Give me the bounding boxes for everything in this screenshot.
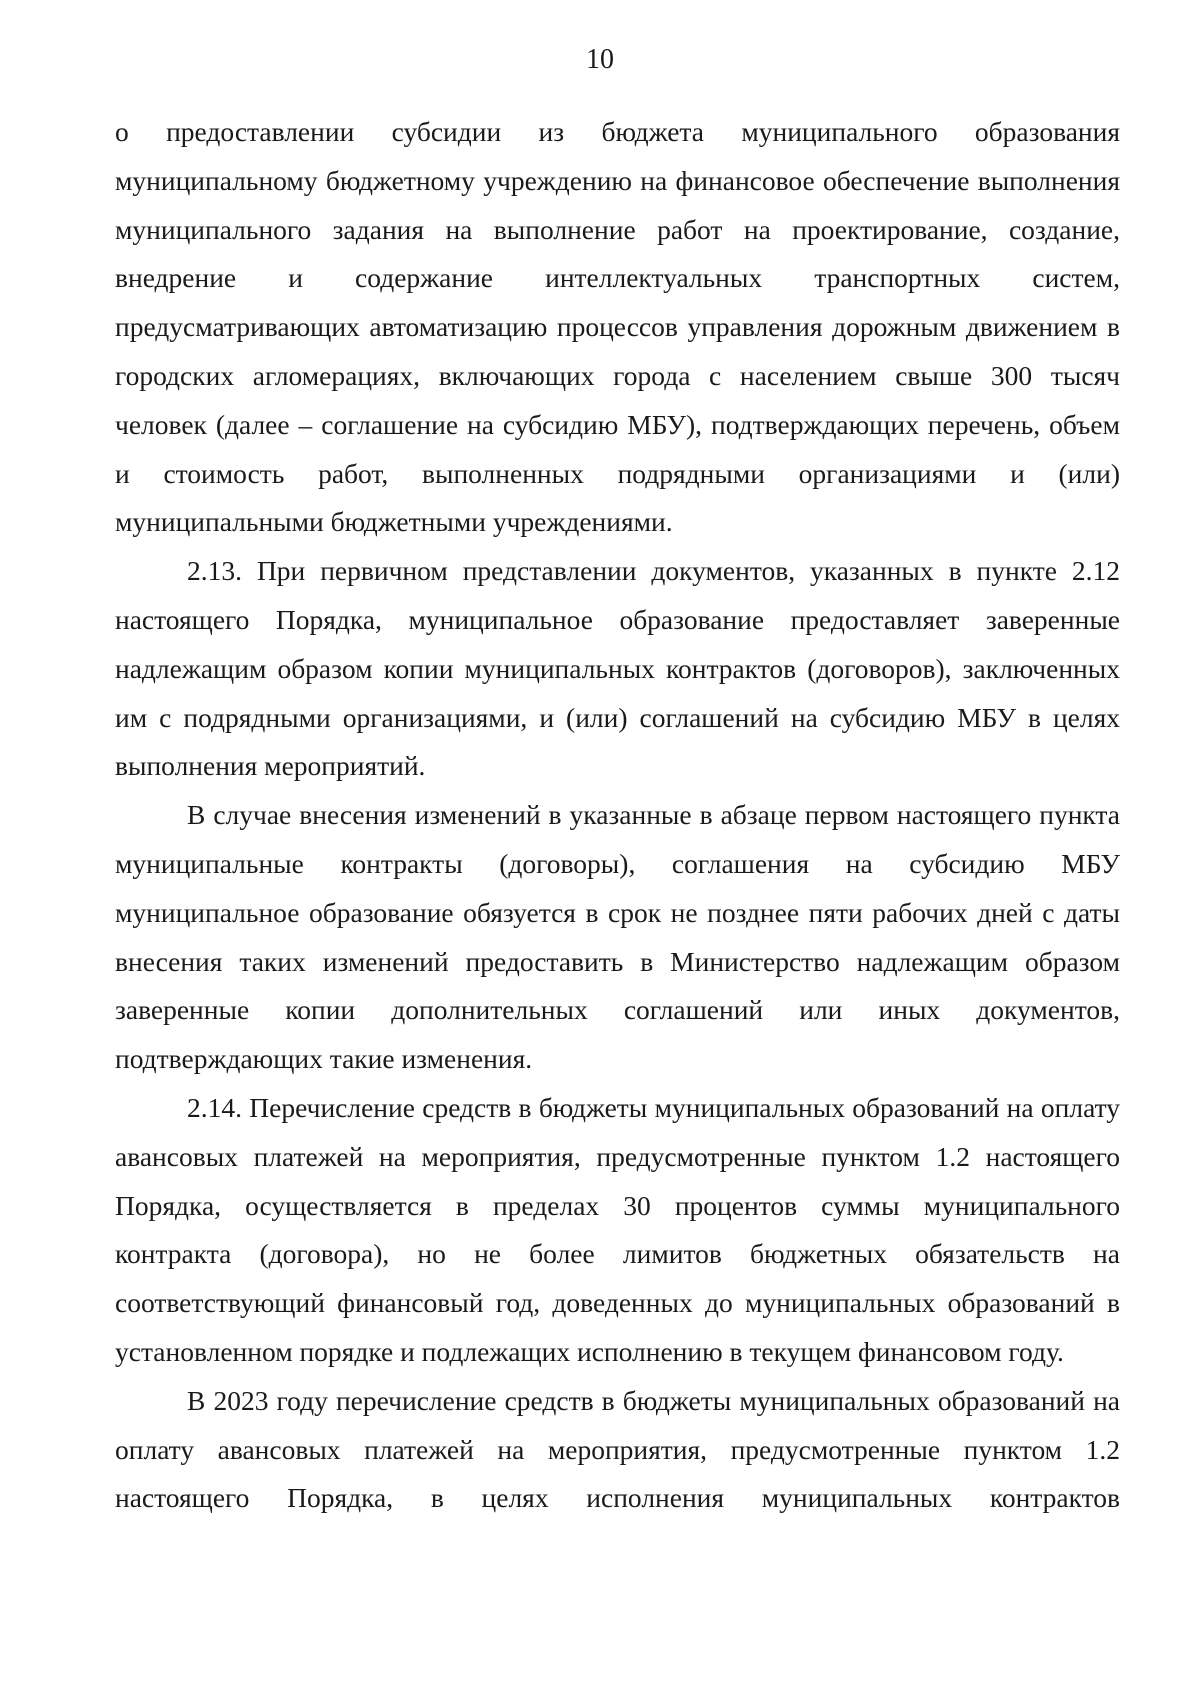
document-body bbox=[115, 108, 1120, 1523]
paragraph-2-14: 2.14. Перечисление средств в бюджеты муниципальных образований на оплату авансовых платежей на мероприятия, предусмотренные пунктом 1.2 настоящего Порядка, осуществляется в пределах 30 процентов суммы муниципального контракта (договора), но не более лимитов бюджетных обязательств на соответствующий финансовый год, доведенных до муниципальных образований в установленном порядке и подлежащих исполнению в текущем финансовом году. bbox=[115, 1091, 1120, 1367]
paragraph-changes: В случае внесения изменений в указанные в абзаце первом настоящего пункта муниципальные контракты (договоры), соглашения на субсидию МБУ муниципальное образование обязуется в срок не позднее пяти рабочих дней с даты внесения таких изменений предоставить в Министерство надлежащим образом заверенные копии дополнительных соглашений или иных документов, подтверждающих такие изменения. bbox=[115, 799, 1120, 1075]
paragraph-continuation: о предоставлении субсидии из бюджета муниципального образования муниципальному бюджетному учреждению на финансовое обеспечение выполнения муниципального задания на выполнение работ на проектирование, создание, внедрение и содержание интеллектуальных транспортных систем, предусматривающих автоматизацию процессов управления дорожным движением в городских агломерациях, включающих города с населением свыше 300 тысяч человек (далее – соглашение на субсидию МБУ), подтверждающих перечень, объем и стоимость работ, выполненных подрядными организациями и (или) муниципальными бюджетными учреждениями. bbox=[115, 116, 1120, 538]
paragraph-2023: В 2023 году перечисление средств в бюджеты муниципальных образований на оплату авансовых платежей на мероприятия, предусмотренные пунктом 1.2 настоящего Порядка, в целях исполнения муниципальных контрактов bbox=[115, 1384, 1120, 1514]
paragraph-2-13: 2.13. При первичном представлении документов, указанных в пункте 2.12 настоящего Порядка, муниципальное образование предоставляет заверенные надлежащим образом копии муниципальных контрактов (договоров), заключенных им с подрядными организациями, и (или) соглашений на субсидию МБУ в целях выполнения мероприятий. bbox=[115, 555, 1120, 782]
page-number: 10 bbox=[586, 44, 614, 75]
